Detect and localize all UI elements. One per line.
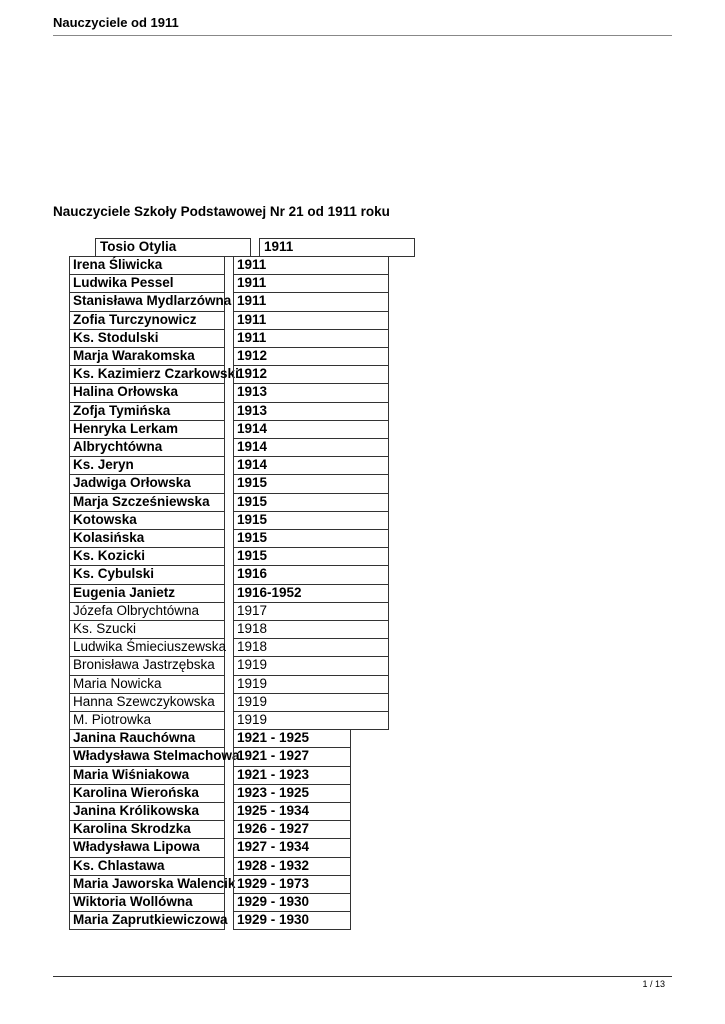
teacher-name-cell: Ks. Kazimierz Czarkowski [69, 365, 225, 384]
teacher-years-cell: 1913 [233, 402, 389, 421]
teacher-years-cell: 1917 [233, 602, 389, 621]
teacher-name-cell: Ks. Szucki [69, 620, 225, 639]
teacher-name-cell: Eugenia Janietz [69, 584, 225, 603]
teacher-years-cell: 1918 [233, 638, 389, 657]
teacher-name-cell: Albrychtówna [69, 438, 225, 457]
teacher-years-cell: 1915 [233, 529, 389, 548]
teacher-name-cell: Karolina Wierońska [69, 784, 225, 803]
teacher-years-cell: 1918 [233, 620, 389, 639]
teacher-name-cell: Władysława Stelmachowa [69, 747, 225, 766]
teacher-name-cell: M. Piotrowka [69, 711, 225, 730]
teacher-name-cell: Ks. Chlastawa [69, 857, 225, 876]
teacher-name-cell: Ludwika Pessel [69, 274, 225, 293]
teacher-name-cell: Jadwiga Orłowska [69, 474, 225, 493]
teacher-name-cell: Maria Nowicka [69, 675, 225, 694]
teacher-years-cell: 1914 [233, 438, 389, 457]
teacher-years-cell: 1919 [233, 675, 389, 694]
teacher-name-cell: Maria Wiśniakowa [69, 766, 225, 785]
teacher-years-cell: 1927 - 1934 [233, 838, 351, 857]
teacher-name-cell: Halina Orłowska [69, 383, 225, 402]
teacher-years-cell: 1912 [233, 347, 389, 366]
teacher-name-cell: Janina Rauchówna [69, 729, 225, 748]
teacher-years-cell: 1921 - 1927 [233, 747, 351, 766]
teacher-years-cell: 1911 [233, 274, 389, 293]
teacher-years-cell: 1929 - 1930 [233, 911, 351, 930]
teacher-name-cell: Janina Królikowska [69, 802, 225, 821]
teacher-name-cell: Zofja Tymińska [69, 402, 225, 421]
teacher-years-cell: 1916 [233, 565, 389, 584]
teacher-name-cell: Maria Jaworska Walencik [69, 875, 225, 894]
first-row-year: 1911 [259, 238, 415, 257]
teacher-name-cell: Ludwika Śmieciuszewska [69, 638, 225, 657]
teacher-years-cell: 1915 [233, 474, 389, 493]
teacher-years-cell: 1911 [233, 311, 389, 330]
teacher-years-cell: 1911 [233, 329, 389, 348]
teacher-years-cell: 1921 - 1923 [233, 766, 351, 785]
teacher-years-cell: 1912 [233, 365, 389, 384]
teacher-years-cell: 1923 - 1925 [233, 784, 351, 803]
document-title: Nauczyciele Szkoły Podstawowej Nr 21 od 1911 roku [53, 204, 390, 219]
teacher-years-cell: 1928 - 1932 [233, 857, 351, 876]
teacher-years-cell: 1915 [233, 547, 389, 566]
teacher-years-cell: 1925 - 1934 [233, 802, 351, 821]
teacher-name-cell: Ks. Kozicki [69, 547, 225, 566]
header-rule [53, 35, 672, 36]
teacher-name-cell: Marja Warakomska [69, 347, 225, 366]
teacher-name-cell: Józefa Olbrychtówna [69, 602, 225, 621]
teacher-name-cell: Irena Śliwicka [69, 256, 225, 275]
teacher-years-cell: 1911 [233, 256, 389, 275]
teacher-years-cell: 1913 [233, 383, 389, 402]
teacher-name-cell: Karolina Skrodzka [69, 820, 225, 839]
teacher-years-cell: 1929 - 1930 [233, 893, 351, 912]
teacher-name-cell: Kotowska [69, 511, 225, 530]
teacher-name-cell: Marja Szcześniewska [69, 493, 225, 512]
first-row-name: Tosio Otylia [95, 238, 251, 257]
teacher-name-cell: Stanisława Mydlarzówna [69, 292, 225, 311]
teacher-name-cell: Zofia Turczynowicz [69, 311, 225, 330]
teacher-name-cell: Ks. Cybulski [69, 565, 225, 584]
teacher-name-cell: Kolasińska [69, 529, 225, 548]
running-header-title: Nauczyciele od 1911 [53, 15, 179, 30]
teacher-name-cell: Hanna Szewczykowska [69, 693, 225, 712]
teacher-years-cell: 1921 - 1925 [233, 729, 351, 748]
teacher-name-cell: Ks. Stodulski [69, 329, 225, 348]
teacher-years-cell: 1929 - 1973 [233, 875, 351, 894]
teacher-name-cell: Ks. Jeryn [69, 456, 225, 475]
teacher-years-cell: 1926 - 1927 [233, 820, 351, 839]
footer-rule [53, 976, 672, 977]
teacher-name-cell: Władysława Lipowa [69, 838, 225, 857]
teacher-name-cell: Wiktoria Wollówna [69, 893, 225, 912]
teacher-years-cell: 1915 [233, 511, 389, 530]
teacher-years-cell: 1914 [233, 456, 389, 475]
page-number: 1 / 13 [642, 979, 665, 989]
teacher-name-cell: Bronisława Jastrzębska [69, 656, 225, 675]
teacher-years-cell: 1911 [233, 292, 389, 311]
teacher-name-cell: Henryka Lerkam [69, 420, 225, 439]
teacher-years-cell: 1916-1952 [233, 584, 389, 603]
teacher-years-cell: 1914 [233, 420, 389, 439]
teacher-years-cell: 1919 [233, 693, 389, 712]
teacher-years-cell: 1919 [233, 656, 389, 675]
teacher-years-cell: 1915 [233, 493, 389, 512]
teacher-name-cell: Maria Zaprutkiewiczowa [69, 911, 225, 930]
teacher-years-cell: 1919 [233, 711, 389, 730]
